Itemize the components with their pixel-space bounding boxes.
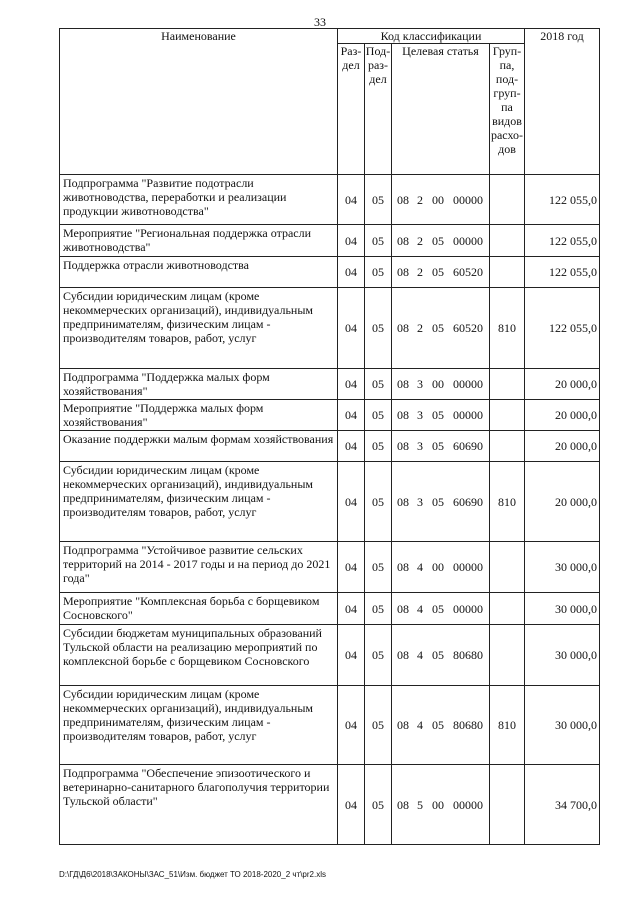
row-podrazdel: 05 [365, 400, 392, 431]
row-target [392, 625, 490, 686]
target-event: 05 [432, 233, 444, 248]
target-program: 08 [397, 192, 409, 207]
header-vid-line: Груп- [492, 44, 522, 58]
budget-table [59, 28, 600, 845]
row-podrazdel: 05 [365, 542, 392, 593]
header-vid-line: дов [498, 142, 516, 156]
row-podrazdel: 05 [365, 225, 392, 257]
row-razdel: 04 [338, 593, 365, 625]
header-year: 2018 год [525, 29, 600, 175]
target-subprogram: 4 [417, 560, 423, 574]
target-program: 08 [397, 265, 409, 279]
target-program: 08 [397, 321, 409, 335]
target-subprogram: 5 [417, 797, 423, 812]
row-vid [490, 369, 525, 400]
row-podrazdel: 05 [365, 288, 392, 369]
table-row [60, 400, 600, 431]
row-target [392, 257, 490, 288]
header-podrazdel-line: дел [369, 72, 387, 86]
target-direction: 00000 [453, 560, 483, 574]
row-razdel: 04 [338, 765, 365, 845]
header-razdel-line: Раз- [340, 44, 362, 58]
target-subprogram: 4 [417, 601, 423, 616]
target-subprogram: 3 [417, 494, 423, 509]
row-amount: 122 055,0 [525, 257, 600, 288]
row-name: Субсидии юридическим лицам (кроме некоммерческих организаций), индивидуальным предпринимателям, физическим лицам - производителям товаров, работ, услуг [60, 686, 338, 765]
target-subprogram: 3 [417, 377, 423, 391]
header-vid-line: груп- [493, 86, 521, 100]
row-podrazdel: 05 [365, 175, 392, 225]
header-razdel-line: дел [342, 58, 360, 72]
row-vid: 810 [490, 462, 525, 542]
target-program: 08 [397, 377, 409, 391]
row-razdel: 04 [338, 400, 365, 431]
table-row [60, 462, 600, 542]
row-razdel: 04 [338, 288, 365, 369]
row-target [392, 400, 490, 431]
row-amount: 122 055,0 [525, 288, 600, 369]
row-amount: 20 000,0 [525, 462, 600, 542]
row-name: Оказание поддержки малым формам хозяйствования [60, 431, 338, 462]
row-vid [490, 257, 525, 288]
header-podrazdel-line: раз- [367, 58, 389, 72]
row-name: Поддержка отрасли животноводства [60, 257, 338, 288]
target-subprogram: 3 [417, 439, 423, 453]
target-event: 00 [432, 797, 444, 812]
target-direction: 80680 [453, 648, 483, 662]
row-amount: 122 055,0 [525, 175, 600, 225]
header-vid-line: па, [499, 58, 515, 72]
row-vid [490, 593, 525, 625]
row-podrazdel: 05 [365, 257, 392, 288]
row-vid: 810 [490, 288, 525, 369]
table-row [60, 288, 600, 369]
target-direction: 60690 [453, 439, 483, 453]
row-name: Субсидии бюджетам муниципальных образований Тульской области на реализацию мероприятий по комплексной борьбе с борщевиком Сосновского [60, 625, 338, 686]
target-event: 05 [432, 494, 444, 509]
row-razdel: 04 [338, 175, 365, 225]
row-podrazdel: 05 [365, 593, 392, 625]
row-vid [490, 625, 525, 686]
target-event: 05 [432, 265, 444, 279]
header-podrazdel [365, 44, 392, 175]
row-vid [490, 400, 525, 431]
row-target [392, 765, 490, 845]
row-podrazdel: 05 [365, 462, 392, 542]
row-razdel: 04 [338, 257, 365, 288]
row-amount: 20 000,0 [525, 431, 600, 462]
row-vid [490, 765, 525, 845]
header-vid-line: расхо- [490, 128, 524, 142]
row-amount: 30 000,0 [525, 593, 600, 625]
header-vid [490, 44, 525, 175]
target-subprogram: 2 [417, 265, 423, 279]
row-podrazdel: 05 [365, 625, 392, 686]
target-event: 00 [432, 560, 444, 574]
table-row [60, 431, 600, 462]
row-razdel: 04 [338, 686, 365, 765]
target-subprogram: 2 [417, 192, 423, 207]
row-name: Мероприятие "Региональная поддержка отрасли животноводства" [60, 225, 338, 257]
row-amount: 30 000,0 [525, 686, 600, 765]
row-razdel: 04 [338, 431, 365, 462]
table-row [60, 225, 600, 257]
row-amount: 20 000,0 [525, 400, 600, 431]
target-program: 08 [397, 408, 409, 422]
table-row [60, 625, 600, 686]
header-code-group: Код классификации [338, 29, 525, 44]
row-target [392, 369, 490, 400]
row-vid [490, 175, 525, 225]
row-amount: 30 000,0 [525, 625, 600, 686]
target-program: 08 [397, 439, 409, 453]
target-event: 00 [432, 377, 444, 391]
row-target [392, 542, 490, 593]
row-podrazdel: 05 [365, 765, 392, 845]
header-target: Целевая статья [392, 44, 490, 175]
header-vid-line: па [501, 100, 513, 114]
target-event: 05 [432, 408, 444, 422]
target-program: 08 [397, 233, 409, 248]
target-event: 00 [432, 192, 444, 207]
table-row [60, 542, 600, 593]
row-razdel: 04 [338, 542, 365, 593]
row-razdel: 04 [338, 369, 365, 400]
target-program: 08 [397, 601, 409, 616]
row-target [392, 175, 490, 225]
row-name: Субсидии юридическим лицам (кроме некоммерческих организаций), индивидуальным предпринимателям, физическим лицам - производителям товаров, работ, услуг [60, 462, 338, 542]
row-target [392, 288, 490, 369]
target-direction: 00000 [453, 233, 483, 248]
file-path-footer: D:\ГД\Д6\2018\ЗАКОНЫ\ЗАС_51\Изм. бюджет ТО 2018-2020_2 чт\pr2.xls [59, 870, 326, 879]
target-event: 05 [432, 648, 444, 662]
table-row [60, 593, 600, 625]
row-vid: 810 [490, 686, 525, 765]
target-program: 08 [397, 797, 409, 812]
row-razdel: 04 [338, 625, 365, 686]
target-direction: 00000 [453, 601, 483, 616]
target-subprogram: 2 [417, 321, 423, 335]
target-event: 05 [432, 601, 444, 616]
row-name: Подпрограмма "Поддержка малых форм хозяйствования" [60, 369, 338, 400]
table-row [60, 765, 600, 845]
row-podrazdel: 05 [365, 369, 392, 400]
row-name: Субсидии юридическим лицам (кроме некоммерческих организаций), индивидуальным предпринимателям, физическим лицам - производителям товаров, работ, услуг [60, 288, 338, 369]
row-name: Подпрограмма "Устойчивое развитие сельских территорий на 2014 - 2017 годы и на период до 2021 года" [60, 542, 338, 593]
row-amount: 34 700,0 [525, 765, 600, 845]
target-subprogram: 4 [417, 718, 423, 732]
row-target [392, 686, 490, 765]
target-program: 08 [397, 494, 409, 509]
row-razdel: 04 [338, 462, 365, 542]
row-name: Мероприятие "Комплексная борьба с борщевиком Сосновского" [60, 593, 338, 625]
header-vid-line: видов [492, 114, 522, 128]
table-row [60, 175, 600, 225]
target-direction: 80680 [453, 718, 483, 732]
target-direction: 60520 [453, 265, 483, 279]
target-program: 08 [397, 560, 409, 574]
target-direction: 00000 [453, 192, 483, 207]
row-target [392, 462, 490, 542]
target-program: 08 [397, 718, 409, 732]
row-name: Подпрограмма "Обеспечение эпизоотического и ветеринарно-санитарного благополучия территории Тульской области" [60, 765, 338, 845]
target-subprogram: 2 [417, 233, 423, 248]
table-row [60, 686, 600, 765]
row-podrazdel: 05 [365, 686, 392, 765]
target-subprogram: 4 [417, 648, 423, 662]
target-subprogram: 3 [417, 408, 423, 422]
header-vid-line: под- [495, 72, 519, 86]
target-event: 05 [432, 321, 444, 335]
row-target [392, 593, 490, 625]
row-razdel: 04 [338, 225, 365, 257]
table-row [60, 257, 600, 288]
target-direction: 00000 [453, 408, 483, 422]
target-direction: 00000 [453, 797, 483, 812]
row-name: Подпрограмма "Развитие подотрасли животноводства, переработки и реализации продукции животноводства" [60, 175, 338, 225]
row-vid [490, 431, 525, 462]
row-amount: 30 000,0 [525, 542, 600, 593]
row-name: Мероприятие "Поддержка малых форм хозяйствования" [60, 400, 338, 431]
row-podrazdel: 05 [365, 431, 392, 462]
row-target [392, 431, 490, 462]
header-podrazdel-line: Под- [365, 44, 391, 58]
target-direction: 60690 [453, 494, 483, 509]
target-program: 08 [397, 648, 409, 662]
header-razdel [338, 44, 365, 175]
target-direction: 00000 [453, 377, 483, 391]
header-name: Наименование [60, 29, 338, 175]
target-direction: 60520 [453, 321, 483, 335]
target-event: 05 [432, 718, 444, 732]
row-vid [490, 225, 525, 257]
row-amount: 122 055,0 [525, 225, 600, 257]
row-target [392, 225, 490, 257]
row-vid [490, 542, 525, 593]
target-event: 05 [432, 439, 444, 453]
table-row [60, 369, 600, 400]
row-amount: 20 000,0 [525, 369, 600, 400]
page-number: 33 [314, 15, 326, 29]
